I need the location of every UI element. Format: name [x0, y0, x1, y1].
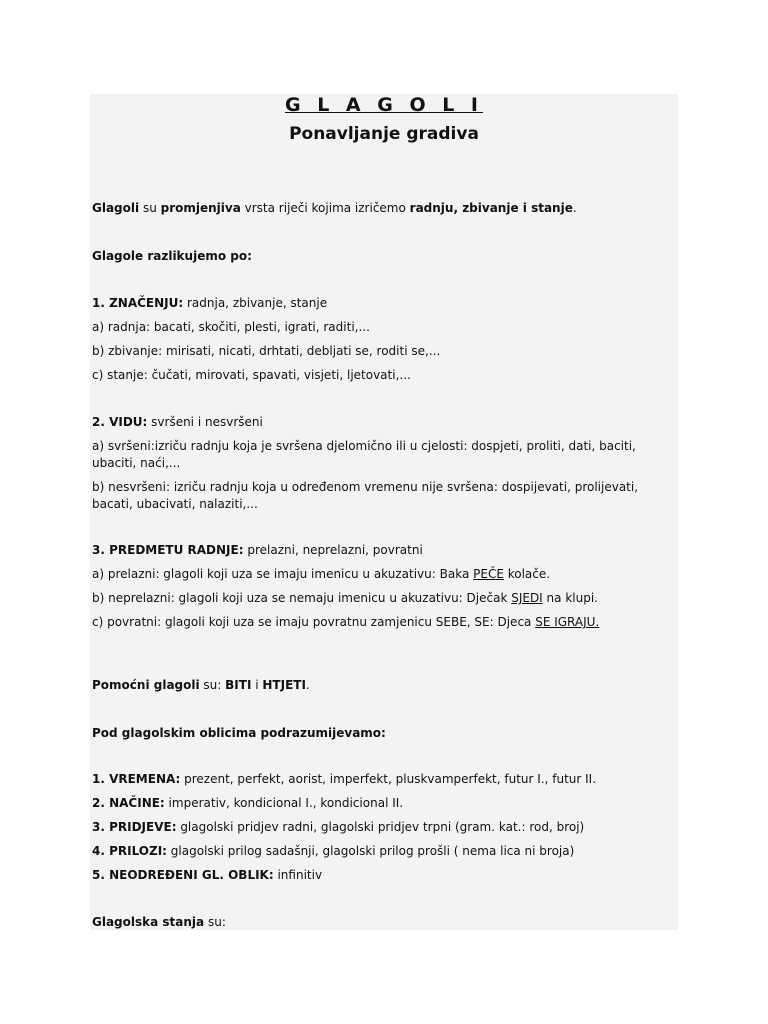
auxiliary-verbs-line — [92, 677, 678, 694]
section-2-item-a: a) svršeni:izriču radnju koja je svršena djelomično ili u cjelosti: dospjeti, proliti, dati, baciti, ubaciti, naći,... — [92, 439, 636, 470]
section-1-heading — [92, 295, 678, 312]
aux-text: i — [251, 678, 263, 692]
aux-text: su: — [199, 678, 226, 692]
section-3-item-b — [92, 590, 678, 607]
forms-item-label: 4. PRILOZI: — [92, 844, 167, 858]
section-1-item-b: b) zbivanje: mirisati, nicati, drhtati, debljati se, roditi se,... — [92, 344, 441, 358]
section-2-label: 2. VIDU: — [92, 415, 148, 429]
item-c-text: c) povratni: glagoli koji uza se imaju povratnu zamjenicu SEBE, SE: Djeca — [92, 615, 536, 629]
intro-text: su — [139, 201, 161, 215]
distinguish-heading-text: Glagole razlikujemo po: — [92, 249, 252, 263]
section-3-heading — [92, 542, 678, 559]
aux-biti: BITI — [225, 678, 252, 692]
intro-bold-glagoli: Glagoli — [92, 201, 140, 215]
section-1-label: 1. ZNAČENJU: — [92, 296, 184, 310]
document-subtitle: Ponavljanje gradiva — [289, 124, 479, 144]
forms-item-text: glagolski prilog sadašnji, glagolski prilog prošli ( nema lica ni broja) — [166, 844, 575, 858]
forms-item-label: 5. NEODREĐENI GL. OBLIK: — [92, 868, 274, 882]
forms-item — [92, 843, 678, 860]
forms-item-label: 3. PRIDJEVE: — [92, 820, 177, 834]
forms-heading — [92, 725, 678, 742]
forms-item — [92, 795, 678, 812]
intro-paragraph — [92, 200, 678, 217]
item-c-underlined-verb: SE IGRAJU. — [535, 615, 600, 629]
section-1-item-c: c) stanje: čučati, mirovati, spavati, visjeti, ljetovati,... — [92, 368, 411, 382]
section-1-item-a: a) radnja: bacati, skočiti, plesti, igrati, raditi,... — [92, 320, 370, 334]
intro-text: vrsta riječi kojima izričemo — [240, 201, 410, 215]
item-a-underlined-verb: PEČE — [473, 567, 504, 581]
section-3-item-c — [92, 614, 678, 631]
distinguish-heading — [92, 248, 678, 265]
aux-label: Pomoćni glagoli — [92, 678, 200, 692]
states-label: Glagolska stanja — [92, 915, 205, 929]
section-2-text: svršeni i nesvršeni — [147, 415, 263, 429]
section-3-item-a — [92, 566, 678, 583]
item-a-text: a) prelazni: glagoli koji uza se imaju imenicu u akuzativu: Baka — [92, 567, 474, 581]
forms-item-text: imperativ, kondicional I., kondicional II. — [164, 796, 404, 810]
aux-text: . — [305, 678, 310, 692]
intro-text: . — [572, 201, 577, 215]
forms-item-text: glagolski pridjev radni, glagolski pridjev trpni (gram. kat.: rod, broj) — [176, 820, 585, 834]
states-line — [92, 914, 678, 931]
forms-heading-text: Pod glagolskim oblicima podrazumijevamo: — [92, 726, 386, 740]
section-3-text: prelazni, neprelazni, povratni — [243, 543, 423, 557]
item-a-text-end: kolače. — [503, 567, 551, 581]
document-page — [90, 94, 678, 930]
document-title: G L A G O L I — [284, 94, 484, 116]
section-3-label: 3. PREDMETU RADNJE: — [92, 543, 244, 557]
item-b-underlined-verb: SJEDI — [511, 591, 543, 605]
forms-item-label: 1. VREMENA: — [92, 772, 181, 786]
section-2-heading — [92, 414, 678, 431]
forms-item — [92, 867, 678, 884]
aux-htjeti: HTJETI — [262, 678, 306, 692]
intro-bold-promjenjiva: promjenjiva — [160, 201, 241, 215]
forms-item — [92, 771, 678, 788]
item-b-text-end: na klupi. — [542, 591, 598, 605]
forms-item-label: 2. NAČINE: — [92, 796, 165, 810]
forms-item — [92, 819, 678, 836]
section-1-text: radnja, zbivanje, stanje — [183, 296, 328, 310]
forms-item-text: infinitiv — [273, 868, 323, 882]
item-b-text: b) neprelazni: glagoli koji uza se nemaju imenicu u akuzativu: Dječak — [92, 591, 512, 605]
forms-item-text: prezent, perfekt, aorist, imperfekt, pluskvamperfekt, futur I., futur II. — [180, 772, 597, 786]
section-2-item-b: b) nesvršeni: izriču radnju koja u određenom vremenu nije svršena: dospijevati, prolijevati, bacati, ubacivati, nalaziti,... — [92, 480, 639, 511]
intro-bold-radnja: radnju, zbivanje i stanje — [409, 201, 573, 215]
states-text: su: — [204, 915, 226, 929]
